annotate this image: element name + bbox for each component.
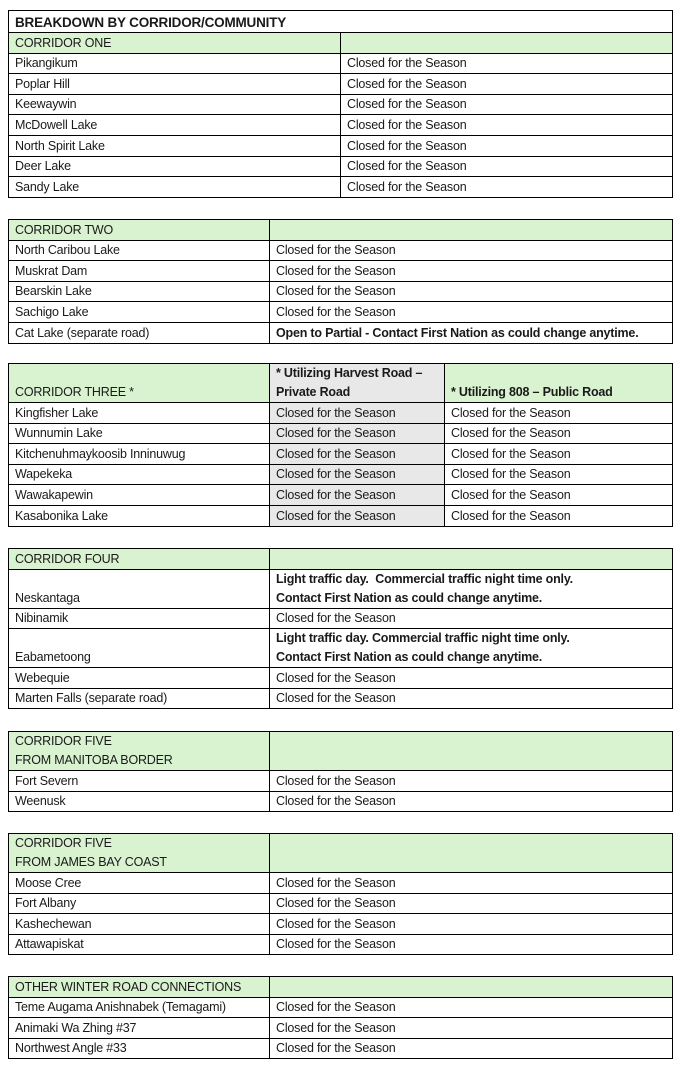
road-status: Closed for the Season: [270, 771, 673, 792]
road-status: Closed for the Season: [270, 302, 673, 323]
section-header: [9, 834, 673, 873]
road-status: Closed for the Season: [341, 135, 673, 156]
harvest-road-status: Closed for the Season: [270, 403, 445, 424]
road-status: Closed for the Season: [270, 934, 673, 955]
table-row: [9, 423, 673, 444]
community-name: Wawakapewin: [9, 485, 270, 506]
public-road-header: * Utilizing 808 – Public Road: [445, 364, 673, 403]
section-header: [9, 549, 673, 570]
table-row: [9, 444, 673, 465]
corridor-four-table: [8, 548, 673, 709]
table-row: [9, 156, 673, 177]
road-status: Closed for the Season: [270, 1038, 673, 1059]
road-status: Closed for the Season: [341, 53, 673, 74]
table-row: [9, 688, 673, 709]
community-name: Attawapiskat: [9, 934, 270, 955]
section-title: [9, 834, 270, 873]
road-status: Closed for the Season: [341, 94, 673, 115]
community-name: Keewaywin: [9, 94, 341, 115]
community-name: Wunnumin Lake: [9, 423, 270, 444]
table-row: [9, 997, 673, 1018]
road-status: Closed for the Season: [341, 177, 673, 198]
page-title: BREAKDOWN BY CORRIDOR/COMMUNITY: [9, 11, 673, 33]
table-row: [9, 668, 673, 689]
section-title: CORRIDOR FOUR: [9, 549, 270, 570]
harvest-road-status: Closed for the Season: [270, 464, 445, 485]
table-row: [9, 914, 673, 935]
section-title: CORRIDOR THREE *: [9, 364, 270, 403]
other-connections-table: [8, 976, 673, 1059]
road-status-line1: Light traffic day. Commercial traffic night time only.: [276, 631, 570, 646]
table-row: [9, 1038, 673, 1059]
community-name: Weenusk: [9, 791, 270, 812]
table-row: [9, 485, 673, 506]
table-row: [9, 74, 673, 95]
section-title: CORRIDOR TWO: [9, 220, 270, 241]
table-row: [9, 608, 673, 629]
road-status: Closed for the Season: [270, 791, 673, 812]
road-status: Closed for the Season: [270, 914, 673, 935]
table-row: [9, 261, 673, 282]
table-row: [9, 464, 673, 485]
community-name: Kashechewan: [9, 914, 270, 935]
public-road-status: Closed for the Season: [445, 423, 673, 444]
table-row: [9, 934, 673, 955]
section-header: [9, 33, 673, 54]
community-name: Bearskin Lake: [9, 281, 270, 302]
community-name: Marten Falls (separate road): [9, 688, 270, 709]
community-name: Animaki Wa Zhing #37: [9, 1018, 270, 1039]
community-name: Nibinamik: [9, 608, 270, 629]
road-status: Closed for the Season: [270, 893, 673, 914]
table-row: [9, 94, 673, 115]
table-row: [9, 177, 673, 198]
community-name: Eabametoong: [9, 629, 270, 668]
corridor-five-manitoba-table: [8, 731, 673, 812]
table-row: [9, 302, 673, 323]
road-status: Closed for the Season: [270, 997, 673, 1018]
table-row: [9, 135, 673, 156]
harvest-road-header-line1: * Utilizing Harvest Road –: [276, 366, 423, 380]
table-row: [9, 505, 673, 526]
table-row: [9, 115, 673, 136]
public-road-status: Closed for the Season: [445, 403, 673, 424]
community-name: North Spirit Lake: [9, 135, 341, 156]
table-row: [9, 893, 673, 914]
road-status: Closed for the Season: [270, 240, 673, 261]
table-row: [9, 791, 673, 812]
public-road-status: Closed for the Season: [445, 464, 673, 485]
table-row: [9, 771, 673, 792]
road-status: Closed for the Season: [341, 156, 673, 177]
road-status: Closed for the Season: [270, 608, 673, 629]
corridor-five-james-bay-table: [8, 833, 673, 955]
table-row: [9, 873, 673, 894]
community-name: Sachigo Lake: [9, 302, 270, 323]
community-name: Moose Cree: [9, 873, 270, 894]
harvest-road-status: Closed for the Season: [270, 485, 445, 506]
road-status-line2: Contact First Nation as could change anytime.: [276, 590, 543, 605]
table-row: [9, 281, 673, 302]
section-title: CORRIDOR ONE: [9, 33, 341, 54]
community-name: Deer Lake: [9, 156, 341, 177]
table-row: [9, 403, 673, 424]
road-status: Closed for the Season: [341, 74, 673, 95]
corridor-one-table: [8, 10, 673, 198]
road-status: Closed for the Season: [270, 873, 673, 894]
section-title-line2: FROM MANITOBA BORDER: [15, 753, 173, 767]
community-name: Webequie: [9, 668, 270, 689]
road-status: [270, 569, 673, 608]
road-status: Closed for the Season: [270, 668, 673, 689]
community-name: Cat Lake (separate road): [9, 322, 270, 343]
community-name: North Caribou Lake: [9, 240, 270, 261]
public-road-status: Closed for the Season: [445, 505, 673, 526]
public-road-status: Closed for the Season: [445, 444, 673, 465]
community-name: Muskrat Dam: [9, 261, 270, 282]
table-row: [9, 53, 673, 74]
table-row: [9, 629, 673, 668]
community-name: Fort Severn: [9, 771, 270, 792]
table-row: [9, 240, 673, 261]
section-title-line2: FROM JAMES BAY COAST: [15, 855, 167, 869]
section-header: [9, 977, 673, 998]
community-name: Wapekeka: [9, 464, 270, 485]
table-row: [9, 1018, 673, 1039]
section-title-line1: CORRIDOR FIVE: [15, 734, 112, 748]
harvest-road-header: [270, 364, 445, 403]
road-status: Open to Partial - Contact First Nation as could change anytime.: [270, 322, 673, 343]
harvest-road-status: Closed for the Season: [270, 423, 445, 444]
road-status: Closed for the Season: [270, 261, 673, 282]
table-row: [9, 569, 673, 608]
harvest-road-header-line2: Private Road: [276, 385, 351, 399]
road-status-line1: Light traffic day. Commercial traffic night time only.: [276, 571, 573, 586]
title-row: [9, 11, 673, 33]
community-name: Poplar Hill: [9, 74, 341, 95]
community-name: Teme Augama Anishnabek (Temagami): [9, 997, 270, 1018]
section-title-line1: CORRIDOR FIVE: [15, 836, 112, 850]
community-name: Kingfisher Lake: [9, 403, 270, 424]
corridor-two-table: [8, 219, 673, 344]
community-name: McDowell Lake: [9, 115, 341, 136]
community-name: Kasabonika Lake: [9, 505, 270, 526]
road-status: [270, 629, 673, 668]
harvest-road-status: Closed for the Season: [270, 505, 445, 526]
road-status: Closed for the Season: [270, 688, 673, 709]
community-name: Fort Albany: [9, 893, 270, 914]
community-name: Pikangikum: [9, 53, 341, 74]
section-header: [9, 732, 673, 771]
road-status-line2: Contact First Nation as could change anytime.: [276, 650, 543, 665]
corridor-three-table: [8, 363, 673, 527]
section-header: [9, 220, 673, 241]
harvest-road-status: Closed for the Season: [270, 444, 445, 465]
section-title: [9, 732, 270, 771]
road-status: Closed for the Season: [270, 1018, 673, 1039]
section-title: OTHER WINTER ROAD CONNECTIONS: [9, 977, 270, 998]
road-status: Closed for the Season: [341, 115, 673, 136]
public-road-status: Closed for the Season: [445, 485, 673, 506]
community-name: Sandy Lake: [9, 177, 341, 198]
community-name: Kitchenuhmaykoosib Inninuwug: [9, 444, 270, 465]
road-status: Closed for the Season: [270, 281, 673, 302]
table-row: [9, 322, 673, 343]
community-name: Northwest Angle #33: [9, 1038, 270, 1059]
community-name: Neskantaga: [9, 569, 270, 608]
section-header: [9, 364, 673, 403]
